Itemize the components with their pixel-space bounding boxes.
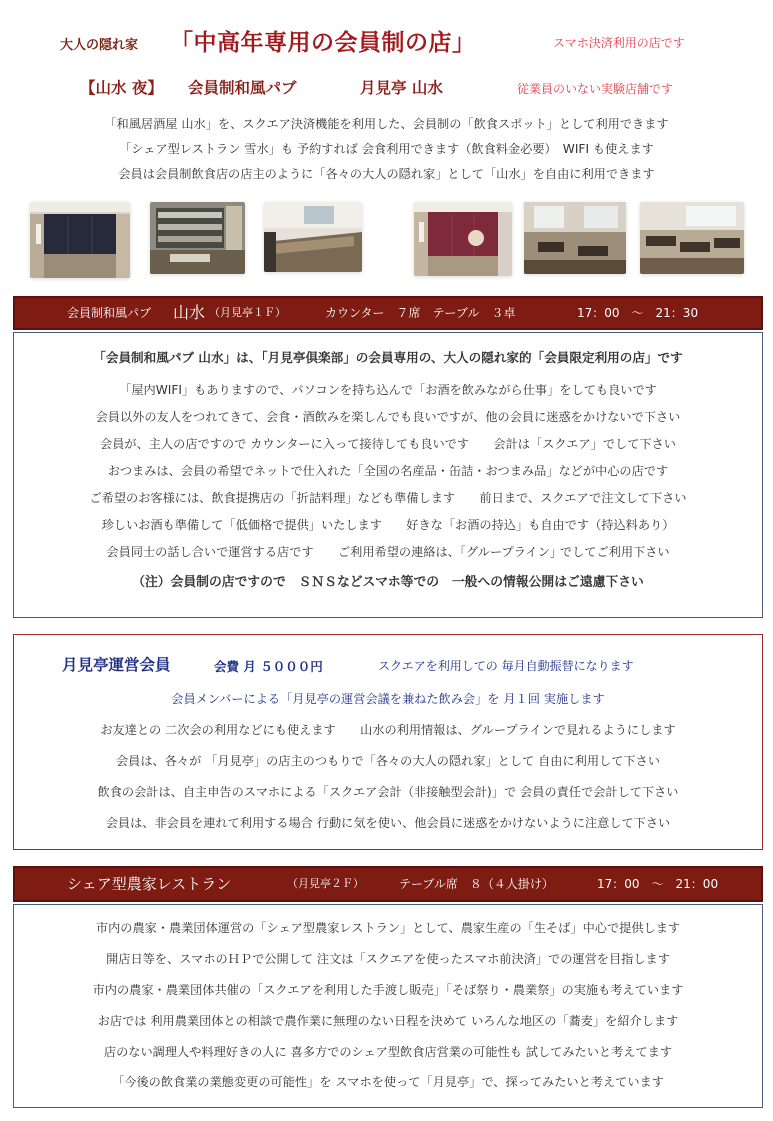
section3-closing: 「今後の飲食業の業態変更の可能性」を スマホを使って「月見亭」で、探ってみたいと考えています: [112, 1075, 664, 1089]
section3-line: お店では 利用農業団体との相談で農作業に無理のない日程を決めて いろんな地区の「蕎麦」を紹介します: [97, 1014, 679, 1028]
photo-counter-room: [264, 202, 362, 272]
photo-dining-room: [524, 202, 626, 274]
title-row: [0, 24, 773, 60]
subtitle-shop-time: 【山水 夜】: [80, 79, 163, 97]
section2-line: 飲食の会計は、自主申告のスマホによる「スクエア会計（非接触型会計)」で 会員の責任で会計して下さい: [97, 785, 679, 799]
section3-line: 市内の農家・農業団体運営の「シェア型農家レストラン」として、農家生産の「生そば」中心で提供します: [95, 921, 681, 935]
photo-entrance-red-noren: [414, 202, 512, 276]
section2-heading: 会員メンバーによる「月見亭の運営会議を兼ねた飲み会」を 月１回 実施します: [171, 692, 605, 706]
section3-line: 市内の農家・農業団体共催の「スクエアを利用した手渡し販売」「そば祭り・農業祭」の実施も考えています: [92, 983, 684, 997]
section3-bar-name: シェア型農家レストラン: [67, 875, 232, 893]
section2-line: 会員は、各々が 「月見亭」の店主のつもりで「各々の大人の隠れ家」として 自由に利用して下さい: [116, 754, 660, 768]
section1-line: おつまみは、会員の希望でネットで仕入れた「全国の名産品・缶詰・おつまみ品」などが中心の店です: [107, 464, 669, 478]
section3-bar-hours: 17：00 ～ 21：00: [597, 877, 719, 891]
section1-bar-name: 山水: [173, 303, 206, 322]
section3-box: [13, 904, 763, 1108]
photo-strip: [0, 202, 773, 284]
section1-box: [13, 332, 763, 618]
section1-warning: （注）会員制の店ですので ＳＮＳなどスマホ等での 一般への情報公開はご遠慮下さい: [132, 575, 644, 590]
section2-line: 会員は、非会員を連れて利用する場合 行動に気を使い、他会員に迷惑をかけないように注意して下さい: [105, 816, 671, 830]
intro-text: [0, 112, 773, 187]
photo-restaurant-hall: [640, 202, 744, 274]
section2-box: [13, 634, 763, 850]
section1-line: 会員同士の話し合いで運営する店です ご利用希望の連絡は、｢グループライン｣ でしてご利用下さい: [106, 545, 670, 559]
section1-heading: 「会員制和風パブ 山水」は、「月見亭倶楽部」の会員専用の、大人の隠れ家的「会員限定利用の店」です: [93, 350, 683, 365]
section1-line: 会員が、主人の店ですので カウンターに入って接待しても良いです 会計は「スクエア」でして下さい: [100, 437, 676, 451]
section1-bar-floor: （月見亭１Ｆ）: [209, 306, 286, 319]
section1-line: 「屋内WIFI」もありますので、パソコンを持ち込んで「お酒を飲みながら仕事」をしても良いです: [119, 383, 657, 397]
intro-line: 「和風居酒屋 山水」を、スクエア決済機能を利用した、会員制の「飲食スポット」として利用できます: [104, 117, 669, 131]
section3-bar-floor: （月見亭２Ｆ）: [287, 877, 364, 890]
section3-header-bar: [13, 866, 763, 902]
section1-line: 珍しいお酒も準備して「低価格で提供」いたします 好きな「お酒の持込」も自由です（持込料あり）: [101, 518, 675, 532]
section1-bar-seats: カウンター ７席 テーブル ３卓: [325, 306, 516, 320]
subtitle-row: [0, 74, 773, 100]
section1-line: ご希望のお客様には、飲食提携店の「折詰料理」なども準備します 前日まで、スクエアで注文して下さい: [89, 491, 687, 505]
title-note: スマホ決済利用の店です: [553, 36, 685, 50]
subtitle-note: 従業員のいない実験店舗です: [517, 82, 674, 96]
section1-bar-hours: 17：00 ～ 21：30: [577, 306, 699, 320]
section2-fee: 会費 月 ５０００円: [214, 659, 323, 674]
section3-line: 店のない調理人や料理好きの人に 喜多方でのシェア型飲食店営業の可能性も 試してみたいと考えてます: [103, 1045, 673, 1059]
page-title: 「中高年専用の会員制の店」: [170, 30, 476, 56]
intro-line: 会員は会員制飲食店の店主のように「各々の大人の隠れ家」として「山水」を自由に利用できます: [118, 167, 655, 181]
section3-line: 開店日等を、スマホのＨＰで公開して 注文は「スクエアを使ったスマホ前決済」での運営を目指します: [106, 952, 670, 966]
section3-bar-seats: テーブル席 ８（４人掛け）: [399, 877, 554, 891]
title-pre: 大人の隠れ家: [60, 38, 139, 53]
photo-kitchen-shelves: [150, 202, 245, 274]
intro-line: 「シェア型レストラン 雪水」も 予約すれば 会食利用できます（飲食料金必要） WIFI も使えます: [119, 142, 654, 156]
section1-bar-type: 会員制和風パブ: [67, 306, 152, 320]
subtitle-shop-type: 会員制和風パブ: [188, 79, 297, 97]
section1-line: 会員以外の友人をつれてきて、会食・酒飲みを楽しんでも良いですが、他の会員に迷惑をかけないで下さい: [95, 410, 681, 424]
section1-header-bar: [13, 296, 763, 330]
photo-entrance-dark-noren: [30, 202, 130, 278]
subtitle-shop-name: 月見亭 山水: [360, 79, 443, 97]
section2-note: スクエアを利用しての 毎月自動振替になります: [378, 659, 634, 673]
section2-title: 月見亭運営会員: [62, 656, 171, 674]
section2-line: お友達との 二次会の利用などにも使えます 山水の利用情報は、グループラインで見れるようにします: [100, 723, 676, 737]
